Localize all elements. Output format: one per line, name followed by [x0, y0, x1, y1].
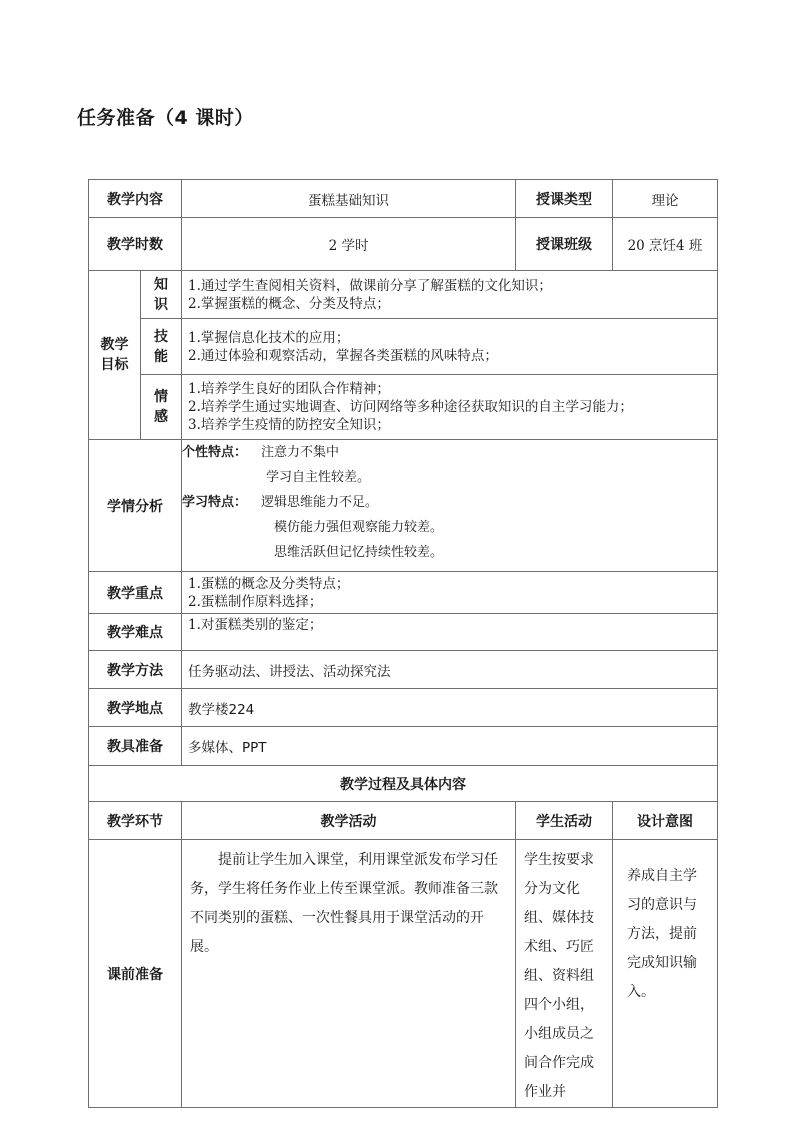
- col-activity-header: 教学活动: [182, 802, 516, 840]
- key-points-label: 教学重点: [89, 572, 182, 614]
- info-row-2: [89, 218, 718, 271]
- key-points-row: [89, 572, 718, 614]
- learning-line-2: 模仿能力强但观察能力较差。: [274, 520, 444, 535]
- tools-label: 教具准备: [89, 727, 182, 766]
- analysis-label: 学情分析: [89, 440, 182, 572]
- location-row: [89, 689, 718, 727]
- personality-key: 个性特点：: [182, 445, 248, 460]
- intent-pre-class: 养成自主学习的意识与方法，提前完成知识输入。: [613, 840, 718, 1108]
- difficulty-label: 教学难点: [89, 614, 182, 651]
- process-heading: 教学过程及具体内容: [89, 766, 718, 802]
- info-row-1: [89, 180, 718, 218]
- objectives-label: 教学 目标: [89, 271, 141, 440]
- method-label: 教学方法: [89, 651, 182, 689]
- hours-label: 教学时数: [89, 218, 182, 271]
- page-title: 任务准备（4 课时）: [77, 107, 254, 129]
- location-label: 教学地点: [89, 689, 182, 727]
- key-points-content: 1.蛋糕的概念及分类特点； 2.蛋糕制作原料选择；: [182, 572, 718, 614]
- location-value: 教学楼224: [182, 689, 718, 727]
- difficulty-content: 1.对蛋糕类别的鉴定；: [182, 614, 718, 651]
- skill-content: 1.掌握信息化技术的应用； 2.通过体验和观察活动，掌握各类蛋糕的风味特点；: [182, 319, 718, 375]
- type-label: 授课类型: [516, 180, 613, 218]
- objective-skill-row: [89, 319, 718, 375]
- process-header-row: [89, 802, 718, 840]
- student-pre-class: 学生按要求分为文化组、媒体技术组、巧匠组、资料组四个小组，小组成员之间合作完成作业并: [516, 840, 613, 1108]
- personality-line-1: 注意力不集中: [261, 445, 340, 460]
- process-heading-row: [89, 766, 718, 802]
- tools-value: 多媒体、PPT: [182, 727, 718, 766]
- col-student-header: 学生活动: [516, 802, 613, 840]
- col-stage-header: 教学环节: [89, 802, 182, 840]
- emotion-content: 1.培养学生良好的团队合作精神； 2.培养学生通过实地调查、访问网络等多种途径获取知识的自主学习能力； 3.培养学生疫情的防控安全知识；: [182, 375, 718, 440]
- learning-line-1: 逻辑思维能力不足。: [261, 495, 379, 510]
- method-value: 任务驱动法、讲授法、活动探究法: [182, 651, 718, 689]
- learning-line-3: 思维活跃但记忆持续性较差。: [274, 545, 444, 560]
- hours-value: 2 学时: [182, 218, 516, 271]
- tools-row: [89, 727, 718, 766]
- knowledge-content: 1.通过学生查阅相关资料，做课前分享了解蛋糕的文化知识； 2.掌握蛋糕的概念、分类及特点；: [182, 271, 718, 319]
- skill-label: 技 能: [141, 319, 182, 375]
- analysis-content: [182, 440, 718, 572]
- content-label: 教学内容: [89, 180, 182, 218]
- process-row-pre-class: [89, 840, 718, 1108]
- content-value: 蛋糕基础知识: [182, 180, 516, 218]
- activity-pre-class: 提前让学生加入课堂，利用课堂派发布学习任务，学生将任务作业上传至课堂派。教师准备三款不同类别的蛋糕、一次性餐具用于课堂活动的开展。: [182, 840, 516, 1108]
- method-row: [89, 651, 718, 689]
- class-value: 20 烹饪4 班: [613, 218, 718, 271]
- knowledge-label: 知 识: [141, 271, 182, 319]
- lesson-plan-table: [88, 179, 718, 1108]
- difficulty-row: [89, 614, 718, 651]
- analysis-row: [89, 440, 718, 572]
- emotion-label: 情 感: [141, 375, 182, 440]
- objective-emotion-row: [89, 375, 718, 440]
- class-label: 授课班级: [516, 218, 613, 271]
- personality-line-2: 学习自主性较差。: [266, 470, 371, 485]
- objective-knowledge-row: [89, 271, 718, 319]
- col-intent-header: 设计意图: [613, 802, 718, 840]
- type-value: 理论: [613, 180, 718, 218]
- learning-key: 学习特点：: [182, 495, 248, 510]
- stage-pre-class: 课前准备: [89, 840, 182, 1108]
